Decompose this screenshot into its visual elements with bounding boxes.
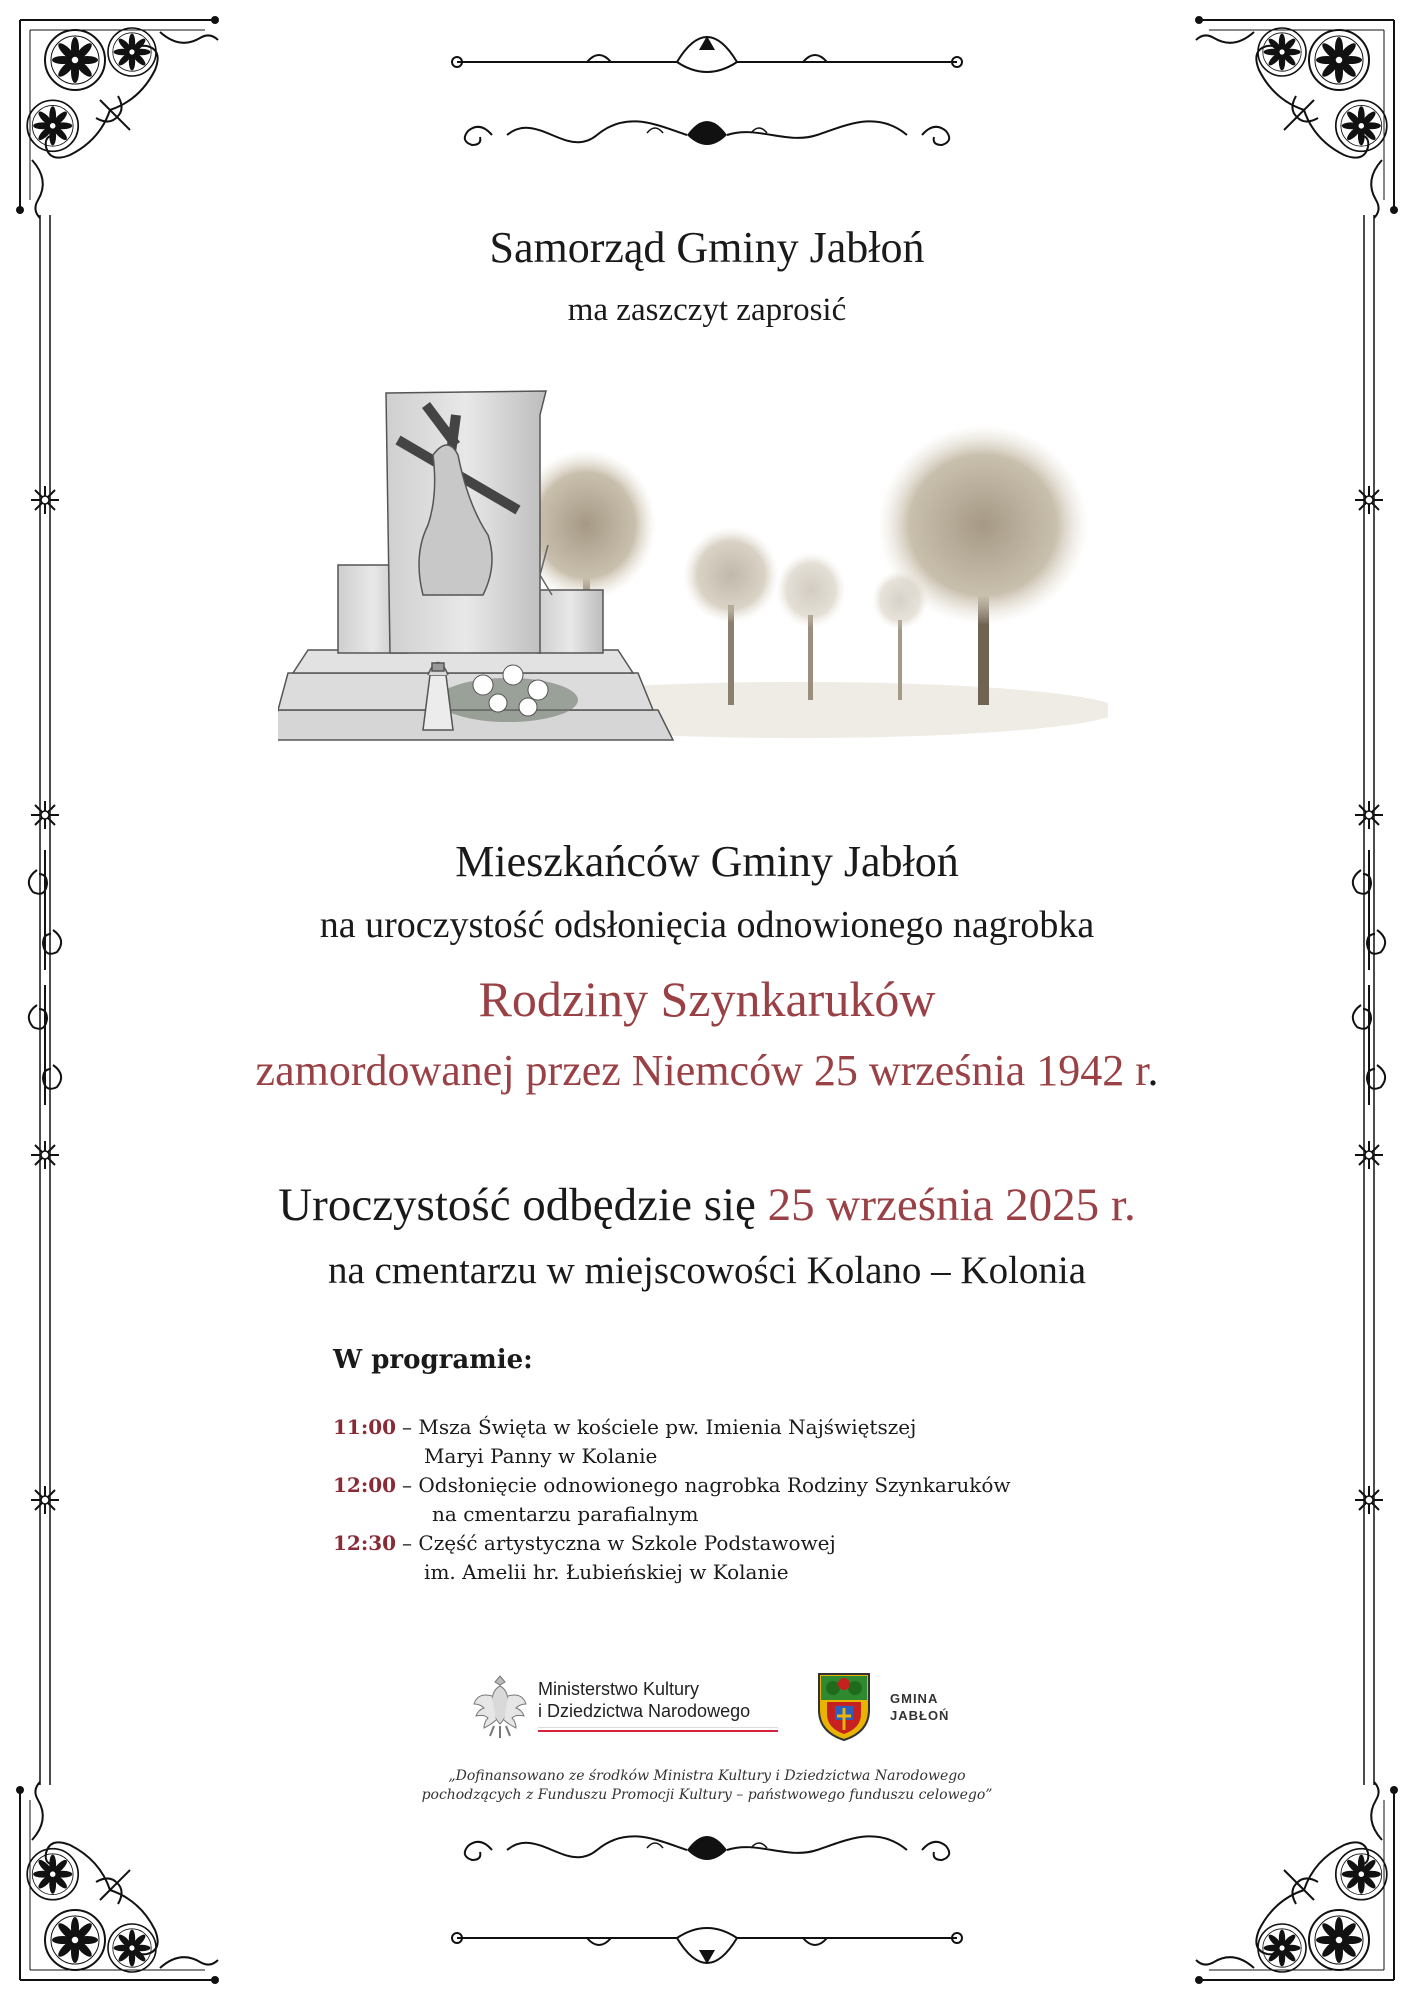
funding-line: pochodzących z Funduszu Promocji Kultury – państwowego funduszu celowego” — [421, 1787, 993, 1803]
gmina-line: GMINA — [890, 1691, 939, 1706]
program-desc-cont: na cmentarzu parafialnym — [432, 1502, 699, 1526]
program-section — [333, 1345, 1133, 1587]
program-desc-cont: im. Amelii hr. Łubieńskiej w Kolanie — [424, 1560, 789, 1584]
program-item — [333, 1471, 1133, 1529]
program-time: 12:00 — [333, 1473, 397, 1497]
ministry-line: i Dziedzictwa Narodowego — [538, 1701, 751, 1721]
occasion-text: na uroczystość odsłonięcia odnowionego nagrobka — [319, 904, 1095, 946]
program-desc: – Odsłonięcie odnowionego nagrobka Rodziny Szynkaruków — [402, 1473, 1011, 1497]
sponsor-logos — [470, 1670, 970, 1750]
gmina-name — [890, 1690, 949, 1724]
program-desc: – Część artystyczna w Szkole Podstawowej — [402, 1531, 836, 1555]
eagle-emblem-icon — [470, 1670, 530, 1742]
murder-date-line — [0, 1045, 1414, 1096]
funding-line: „Dofinansowano ze środków Ministra Kultury i Dziedzictwa Narodowego — [448, 1768, 966, 1784]
gmina-line: JABŁOŃ — [890, 1708, 950, 1723]
murder-period: . — [1147, 1046, 1159, 1095]
family-name: Rodziny Szynkaruków — [478, 971, 936, 1027]
program-desc: – Msza Święta w kościele pw. Imienia Najświętszej — [402, 1415, 917, 1439]
funding-note — [0, 1767, 1414, 1805]
polish-flag-bar — [538, 1727, 778, 1732]
recipients-heading: Mieszkańców Gminy Jabłoń — [455, 837, 959, 886]
program-desc-cont: Maryi Panny w Kolanie — [424, 1444, 658, 1468]
event-place: na cmentarzu w miejscowości Kolano – Kolonia — [327, 1249, 1087, 1292]
event-date: 25 września 2025 r. — [767, 1179, 1136, 1231]
invitation-subtitle: ma zaszczyt zaprosić — [567, 292, 847, 328]
program-title: W programie: — [333, 1345, 533, 1375]
murder-text: zamordowanej przez Niemców 25 września 1942 r — [255, 1046, 1148, 1095]
organization-title: Samorząd Gminy Jabłoń — [489, 223, 925, 272]
event-intro: Uroczystość odbędzie się — [278, 1179, 768, 1231]
ministry-name — [538, 1678, 750, 1722]
program-time: 12:30 — [333, 1531, 397, 1555]
event-date-line — [0, 1178, 1414, 1232]
program-item — [333, 1529, 1133, 1587]
gmina-coat-of-arms-icon — [815, 1670, 873, 1742]
tombstone-illustration — [278, 385, 1108, 770]
ministry-line: Ministerstwo Kultury — [538, 1679, 700, 1699]
program-time: 11:00 — [333, 1415, 397, 1439]
program-item — [333, 1413, 1133, 1471]
